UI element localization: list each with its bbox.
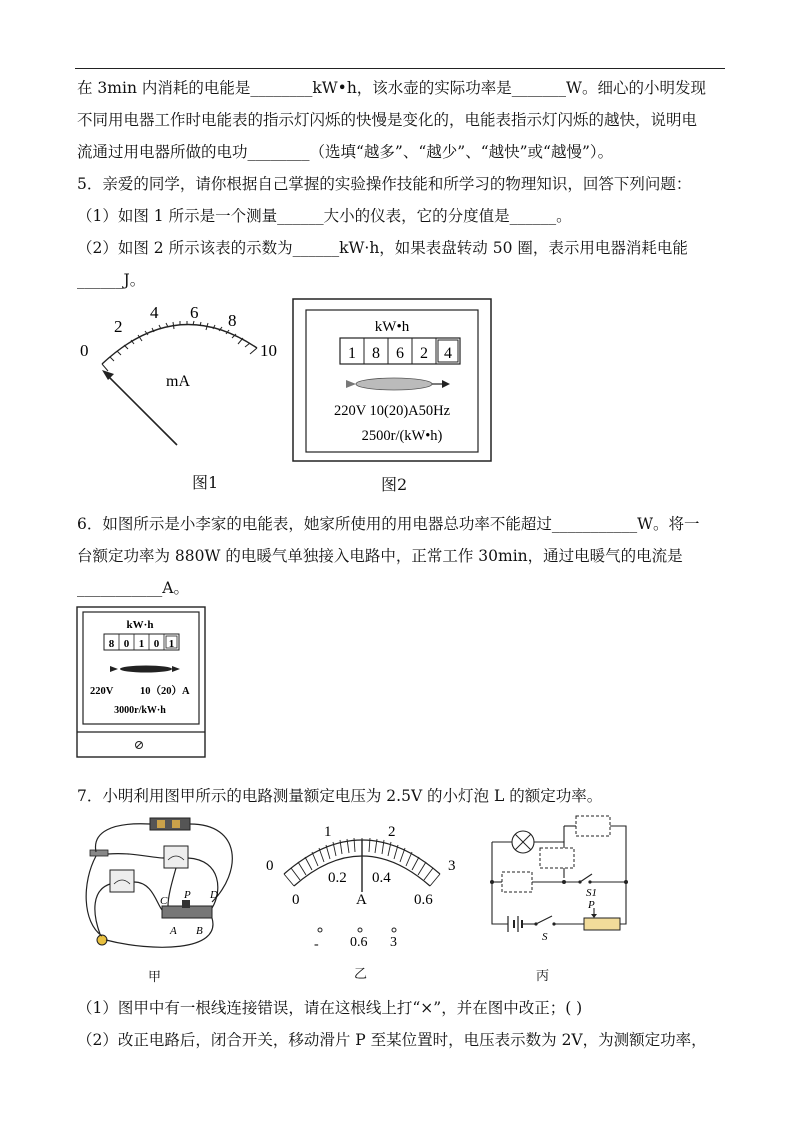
fig7a-caption: 甲	[148, 970, 162, 985]
fig7b-caption: 乙	[354, 967, 368, 982]
dashed-box-1	[576, 816, 610, 836]
question-6-cont: 台额定功率为 880W 的电暖气单独接入电路中，正常工作 30min，通过电暖气的电流是	[77, 547, 683, 565]
fig7b-terminal-3: 3	[390, 935, 397, 950]
fig7a-label-c: C	[160, 895, 168, 907]
fig7b-terminal-neg: -	[314, 937, 319, 952]
fig7c-label-s1: S1	[586, 887, 597, 899]
figure-1-ammeter	[72, 300, 292, 460]
text-line-3: 流通过用电器所做的电功________（选填“越多”、“越少”、“越快”或“越慢”）。	[77, 143, 614, 161]
question-7: 7．小明利用图甲所示的电路测量额定电压为 2.5V 的小灯泡 L 的额定功率。	[77, 787, 603, 805]
battery-icon	[150, 818, 190, 830]
meter6-digit-1: 8	[108, 638, 115, 650]
question-6-energy-meter	[76, 606, 206, 758]
fig7b-top-tick-0: 0	[266, 858, 274, 874]
fig7b-bottom-tick-0: 0	[292, 892, 300, 908]
fig2-digit-1: 1	[348, 345, 356, 362]
meter6-digit-3: 1	[138, 638, 145, 650]
voltmeter-icon	[164, 846, 188, 868]
fig1-tick-6: 6	[190, 303, 199, 322]
text-line-2: 不同用电器工作时电能表的指示灯闪烁的快慢是变化的，电能表指示灯闪烁的越快，说明电	[77, 111, 698, 129]
fig7b-terminal-06: 0.6	[350, 935, 368, 950]
fig7b-unit: A	[356, 892, 367, 908]
meter6-digit-5: 1	[168, 638, 175, 650]
fig7c-label-s: S	[542, 931, 548, 943]
fig1-tick-10: 10	[260, 341, 277, 360]
fig1-unit: mA	[166, 373, 190, 390]
fig2-rev: 2500r/(kW•h)	[361, 428, 443, 444]
question-5: 5．亲爱的同学，请你根据自己掌握的实验操作技能和所学习的物理知识，回答下列问题：	[77, 175, 692, 193]
meter6-rev: 3000r/kW·h	[114, 705, 166, 716]
meter6-digit-4: 0	[153, 638, 160, 650]
figure-7a-circuit-wiring	[72, 812, 250, 962]
fig1-tick-2: 2	[114, 317, 123, 336]
fig2-digit-5: 4	[444, 345, 452, 362]
fig2-spec: 220V 10(20)A50Hz	[333, 403, 451, 419]
bulb-icon	[97, 935, 107, 945]
ammeter-icon	[110, 870, 134, 892]
fig2-unit: kW•h	[374, 319, 410, 335]
fig7b-bottom-tick-06: 0.6	[414, 892, 433, 908]
text-line-1: 在 3min 内消耗的电能是________kW•h，该水壶的实际功率是_______W。细心的小明发现	[77, 79, 706, 97]
figure-7b-ammeter	[262, 818, 462, 958]
fig7b-top-tick-2: 2	[388, 824, 396, 840]
switch-icon	[90, 850, 108, 856]
question-7-part-1: （1）图甲中有一根线连接错误，请在这根线上打“×”，并在图中改正；( )	[77, 999, 583, 1017]
meter6-current: 10（20）A	[140, 686, 190, 697]
fig7a-label-p: P	[184, 889, 191, 901]
question-6: 6．如图所示是小李家的电能表，她家所使用的用电器总功率不能超过___________W。将一	[77, 515, 700, 533]
meter6-digit-2: 0	[123, 638, 130, 650]
fig1-tick-8: 8	[228, 311, 237, 330]
fig7b-top-tick-1: 1	[324, 824, 332, 840]
fig7a-label-d: D	[210, 889, 218, 901]
fig2-digit-4: 2	[420, 345, 428, 362]
question-7-part-2: （2）改正电路后，闭合开关，移动滑片 P 至某位置时，电压表示数为 2V，为测额定功率，	[77, 1031, 707, 1049]
fig7a-label-a: A	[170, 925, 177, 937]
meter6-unit: kW·h	[126, 619, 154, 631]
question-5-part-2: （2）如图 2 所示该表的示数为______kW·h，如果表盘转动 50 圈，表示用电器消耗电能	[77, 239, 688, 257]
figure-2-energy-meter	[292, 298, 492, 463]
question-5-part-2-cont: ______J。	[77, 271, 146, 289]
question-6-blank: ___________A。	[77, 579, 189, 597]
dashed-box-3	[502, 872, 532, 892]
fig2-caption: 图2	[381, 475, 408, 494]
fig2-digit-3: 6	[396, 345, 404, 362]
fig7b-top-tick-3: 3	[448, 858, 456, 874]
fig7b-bottom-tick-04: 0.4	[372, 870, 391, 886]
rheostat-symbol	[584, 918, 620, 930]
question-5-part-1: （1）如图 1 所示是一个测量______大小的仪表，它的分度值是______。	[77, 207, 572, 225]
fig7a-label-b: B	[196, 925, 203, 937]
fig1-caption: 图1	[192, 473, 219, 492]
figure-7c-circuit-diagram	[482, 812, 642, 962]
header-rule	[75, 68, 725, 69]
meter6-voltage: 220V	[90, 686, 114, 697]
fig7c-label-p: P	[588, 899, 595, 911]
dashed-box-2	[540, 848, 574, 868]
switch-s-icon	[536, 916, 552, 924]
fig7c-caption: 丙	[536, 969, 550, 984]
meter6-rotor-disc	[120, 666, 172, 673]
fig1-tick-4: 4	[150, 303, 159, 322]
fig2-digit-2: 8	[372, 345, 380, 362]
fig1-tick-0: 0	[80, 341, 89, 360]
fig2-rotor-disc	[356, 378, 432, 390]
fig7b-bottom-tick-02: 0.2	[328, 870, 347, 886]
